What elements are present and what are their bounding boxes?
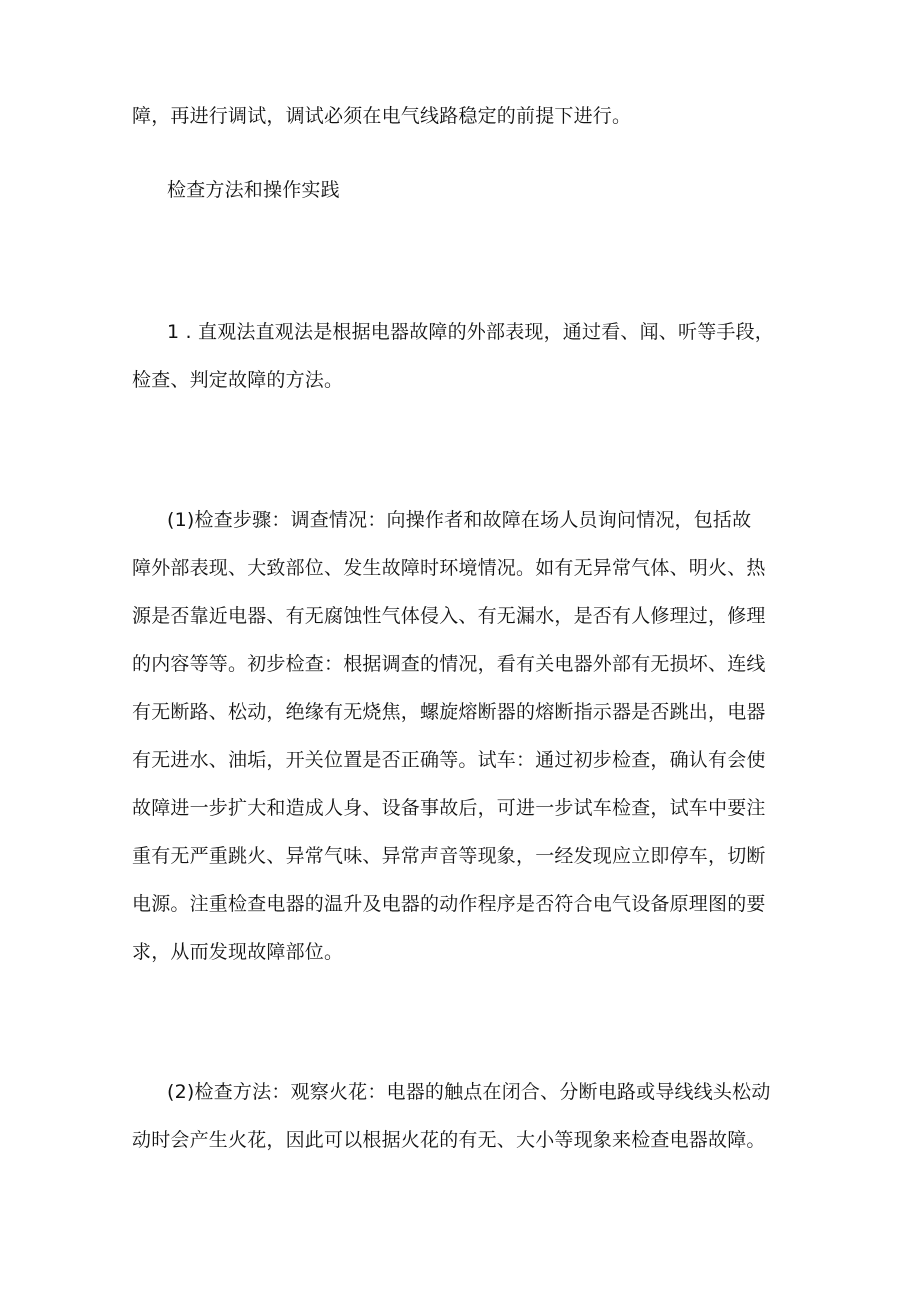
- item-1-1-line-4: 的内容等等。初步检查：根据调查的情况，看有关电器外部有无损坏、连线: [132, 653, 766, 675]
- item-1-line-1: 1 . 直观法直观法是根据电器故障的外部表现，通过看、闻、听等手段，: [167, 321, 775, 343]
- item-1-1-line-5: 有无断路、松动，绝缘有无烧焦，螺旋熔断器的熔断指示器是否跳出，电器: [132, 701, 766, 723]
- intro-line-1: 障，再进行调试，调试必须在电气线路稳定的前提下进行。: [132, 105, 632, 127]
- item-1-1-line-10: 求，从而发现故障部位。: [132, 941, 344, 963]
- item-1-line-2: 检查、判定故障的方法。: [132, 369, 344, 391]
- item-1-1-line-2: 障外部表现、大致部位、发生故障时环境情况。如有无异常气体、明火、热: [132, 557, 766, 579]
- item-1-1-line-1: (1)检查步骤：调查情况：向操作者和故障在场人员询问情况，包括故: [167, 509, 752, 531]
- section-heading: 检查方法和操作实践: [167, 179, 340, 201]
- item-1-2-line-1: (2)检查方法：观察火花：电器的触点在闭合、分断电路或导线线头松动: [167, 1081, 771, 1103]
- item-1-1-line-9: 电源。注重检查电器的温升及电器的动作程序是否符合电气设备原理图的要: [132, 893, 766, 915]
- item-1-1-line-8: 重有无严重跳火、异常气味、异常声音等现象，一经发现应立即停车，切断: [132, 845, 766, 867]
- item-1-1-line-6: 有无进水、油垢，开关位置是否正确等。试车：通过初步检查，确认有会使: [132, 749, 766, 771]
- item-1-1-line-3: 源是否靠近电器、有无腐蚀性气体侵入、有无漏水，是否有人修理过，修理: [132, 605, 766, 627]
- item-1-2-line-2: 动时会产生火花，因此可以根据火花的有无、大小等现象来检查电器故障。: [132, 1129, 766, 1151]
- item-1-1-line-7: 故障进一步扩大和造成人身、设备事故后，可进一步试车检查，试车中要注: [132, 797, 766, 819]
